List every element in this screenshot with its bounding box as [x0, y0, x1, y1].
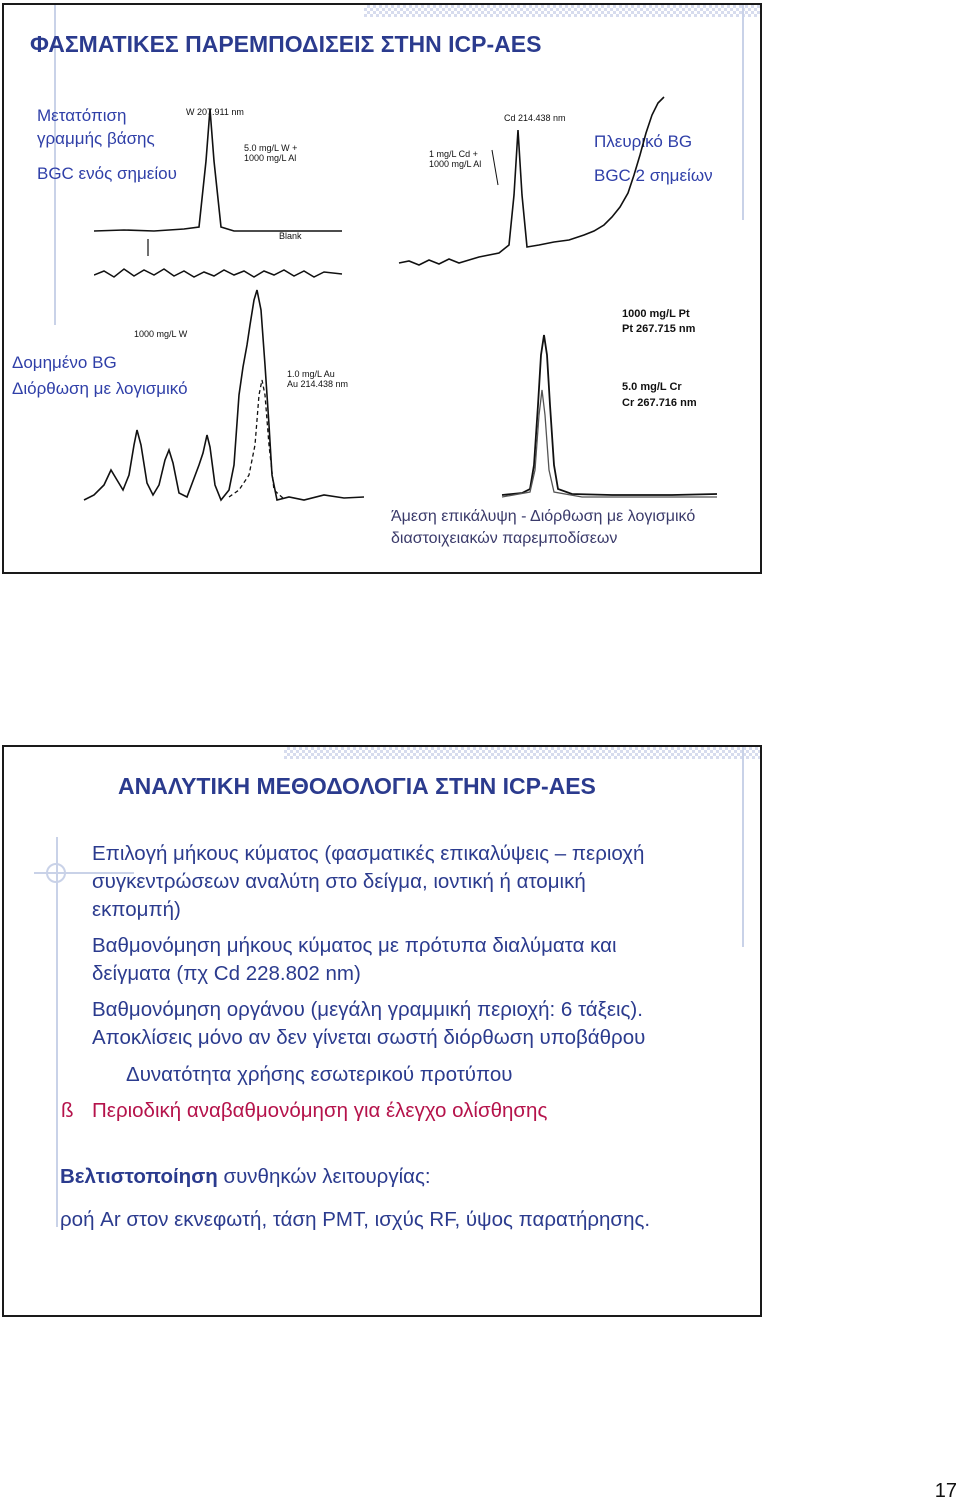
label-structured-bg: Δομημένο BG [12, 353, 117, 372]
spectrum-baseline-shift [94, 101, 344, 291]
decor-vertical-line [56, 837, 58, 1227]
text-line-3: εκπομπή) [92, 898, 181, 921]
text-line-4: Βαθμονόμηση μήκους κύματος με πρότυπα διαλύματα και [92, 934, 617, 957]
text-optimization-bold: Βελτιστοποίηση [60, 1165, 218, 1188]
decor-vertical-line-right [742, 747, 744, 947]
chart-label-blank: Blank [279, 231, 302, 241]
chart-label-cr-line: Cr 267.716 nm [622, 397, 697, 409]
spectrum-trace-sample [94, 109, 342, 231]
decor-checker-bar [364, 5, 762, 17]
spectrum-trace-blank [94, 269, 342, 277]
chart-label-cr-conc: 5.0 mg/L Cr [622, 381, 682, 393]
spectrum-direct-overlap [412, 295, 732, 505]
text-line-2: συγκεντρώσεων αναλύτη στο δείγμα, ιοντική ή ατομική [92, 870, 586, 893]
label-software-correction: Διόρθωση με λογισμικό [12, 379, 188, 398]
text-line-7: Αποκλίσεις μόνο αν δεν γίνεται σωστή διόρθωση υποβάθρου [92, 1026, 646, 1049]
chart-label-au-line: Au 214.438 nm [287, 379, 349, 389]
chart-label-w-annot-2: 1000 mg/L Al [244, 153, 297, 163]
slide-analytical-methodology [2, 745, 762, 1317]
chart-label-pt-conc: 1000 mg/L Pt [622, 308, 690, 320]
slide-title: ΦΑΣΜΑΤΙΚΕΣ ΠΑΡΕΜΠΟΔΙΣΕΙΣ ΣΤΗΝ ICP-AES [30, 31, 542, 57]
text-line-6: Βαθμονόμηση οργάνου (μεγάλη γραμμική περιοχή: 6 τάξεις). [92, 998, 643, 1021]
label-baseline-shift: Μετατόπιση [37, 106, 127, 125]
spectrum-structured-background [79, 285, 379, 515]
decor-vertical-line-right [742, 5, 744, 220]
text-line-8: Δυνατότητα χρήσης εσωτερικού προτύπου [126, 1063, 513, 1086]
chart-label-cd-annot: 1 mg/L Cd + [429, 149, 478, 159]
text-operating-conditions: ροή Ar στον εκνεφωτή, τάση PMT, ισχύς RF, ύψος παρατήρησης. [60, 1208, 651, 1231]
annotation-arrow [492, 150, 498, 185]
text-optimization-rest: συνθηκών λειτουργίας: [217, 1165, 431, 1188]
spectrum-sloped-background [394, 95, 684, 275]
text-line-5: δείγματα (πχ Cd 228.802 nm) [92, 962, 361, 985]
text-optimization [60, 1165, 431, 1189]
chart-label-pt-line: Pt 267.715 nm [622, 323, 696, 335]
chart-label-w-1000: 1000 mg/L W [134, 329, 188, 339]
label-baseline-shift-2: γραμμής βάσης [37, 129, 155, 148]
slide-spectral-interferences [2, 3, 762, 574]
label-interelement-interferences: διαστοιχειακών παρεμποδίσεων [391, 530, 618, 547]
label-sloped-bg: Πλευρικό BG [594, 132, 693, 151]
label-bgc-one-point: BGC ενός σημείου [37, 164, 177, 183]
chart-label-w-line: W 207.911 nm [186, 107, 244, 117]
chart-label-w-annot: 5.0 mg/L W + [244, 143, 298, 153]
spectrum-trace-w-matrix [84, 290, 364, 500]
decor-circle-icon [46, 863, 66, 883]
label-bgc-two-points: BGC 2 σημείων [594, 166, 713, 185]
spectrum-trace-au [229, 380, 284, 499]
chart-label-au-conc: 1.0 mg/L Au [287, 369, 335, 379]
bullet-symbol: ß [61, 1099, 74, 1122]
text-drift-recalibration: Περιοδική αναβαθμονόμηση για έλεγχο ολίσθησης [92, 1099, 548, 1122]
chart-label-cd-line: Cd 214.438 nm [504, 113, 566, 123]
label-direct-overlap: Άμεση επικάλυψη - Διόρθωση με λογισμικό [391, 508, 696, 525]
chart-label-cd-annot-2: 1000 mg/L Al [429, 159, 482, 169]
page-number: 17 [934, 1480, 957, 1502]
decor-checker-bar [284, 747, 762, 759]
text-line-1: Επιλογή μήκους κύματος (φασματικές επικαλύψεις – περιοχή [92, 842, 645, 865]
slide-title: ΑΝΑΛΥΤΙΚΗ ΜΕΘΟΔΟΛΟΓΙΑ ΣΤΗΝ ICP-AES [118, 773, 596, 799]
